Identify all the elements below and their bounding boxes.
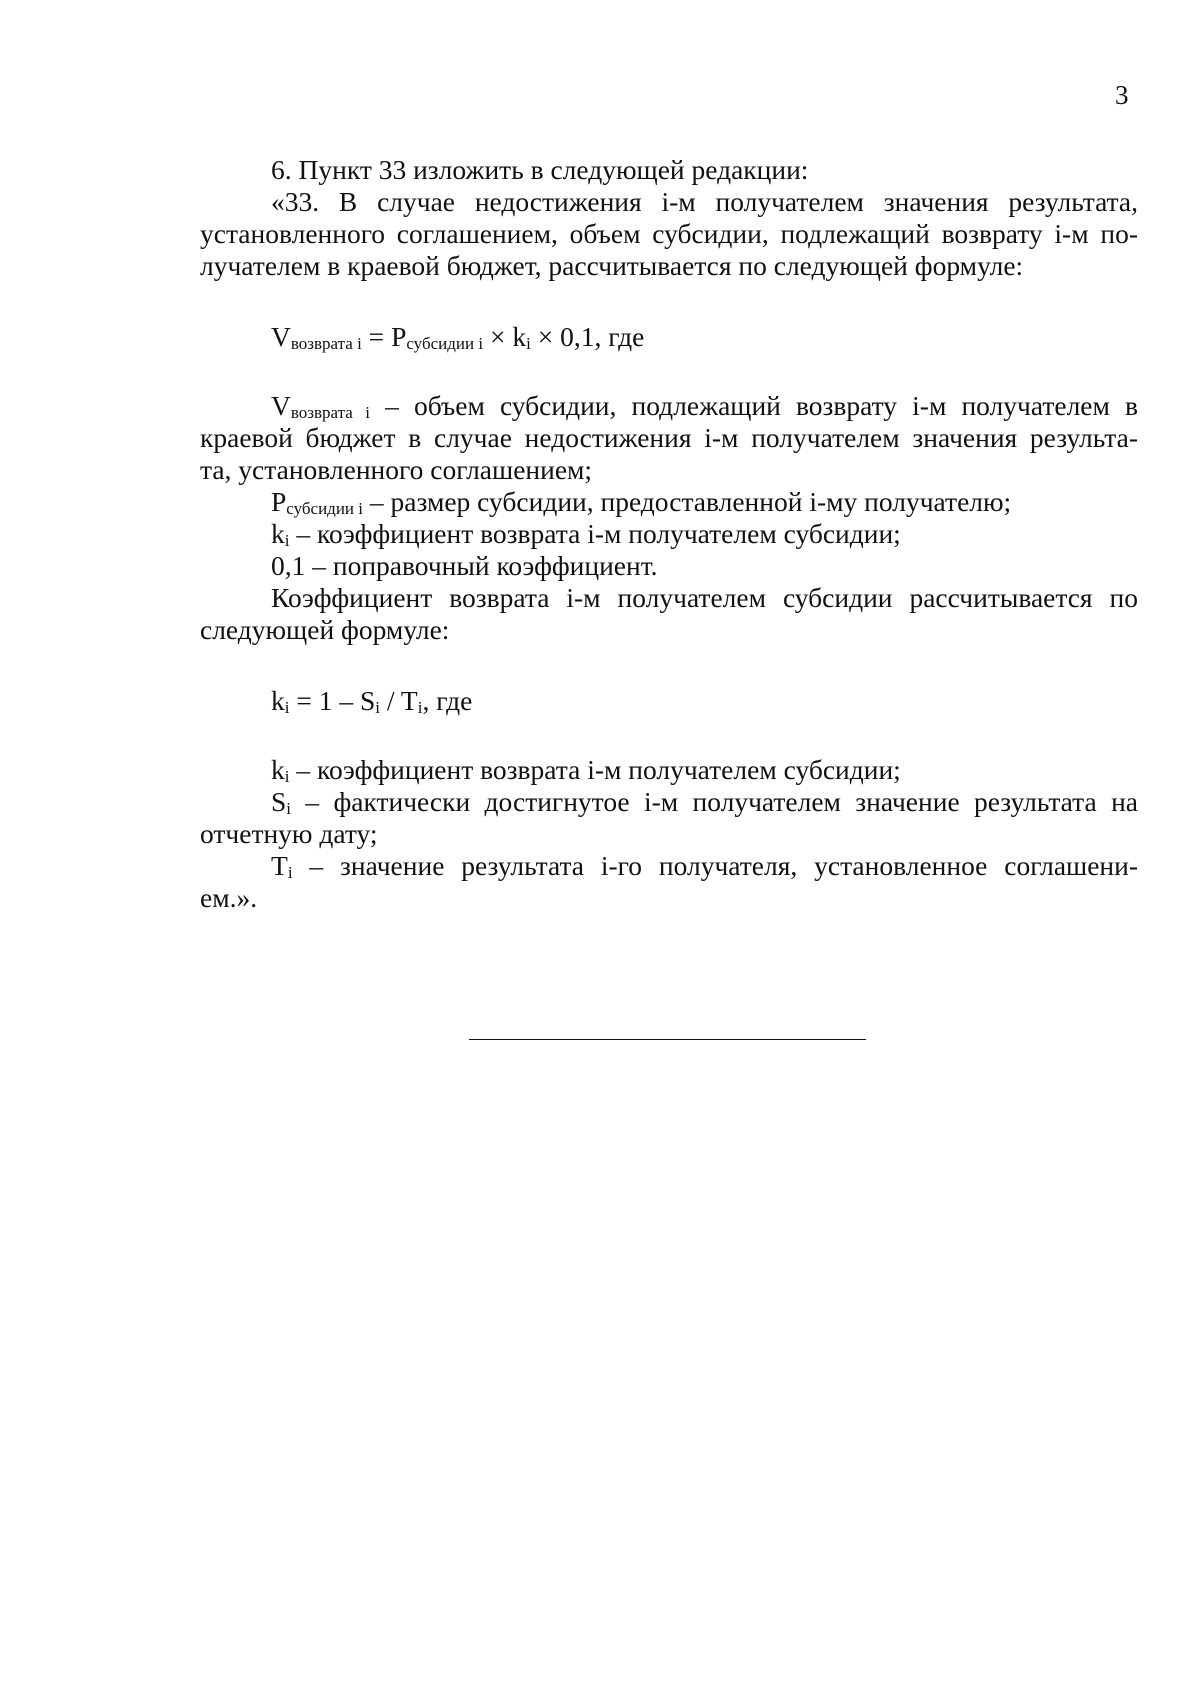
formula-subscript: i [284, 698, 290, 717]
formula-part: / T [380, 685, 418, 716]
line: установленного соглашением, объем субсидии, подлежащий возврату i-м по- [200, 218, 1138, 249]
paragraph-point-33 [200, 186, 1138, 282]
formula-return-volume [200, 321, 1138, 353]
line: ем.». [200, 882, 258, 913]
formula-subscript: i [417, 698, 423, 717]
definition-text: – объем субсидии, подлежащий возврату i-м получателем в [370, 390, 1138, 421]
definition-text: – значение результата i-го получателя, установленное соглашени- [292, 850, 1138, 881]
definition-symbol: T [271, 850, 288, 881]
formula-symbol: P [391, 321, 407, 352]
definition-symbol: V [271, 390, 291, 421]
definition-subscript: i [284, 767, 290, 786]
line: «33. В случае недостижения i-м получателем значения результата, [271, 186, 1138, 217]
definition-symbol: P [271, 486, 287, 517]
definition-subscript: субсидии i [286, 499, 364, 518]
formula-subscript: субсидии i [406, 334, 484, 353]
formula-operator: × [483, 321, 513, 352]
formula-part: = 1 – S [289, 685, 376, 716]
line: лучателем в краевой бюджет, рассчитывается по следующей формуле: [200, 250, 1024, 281]
coefficient-intro: Коэффициент возврата i-м получателем субсидии рассчитывается по [271, 582, 1138, 613]
definition-symbol: k [271, 518, 285, 549]
formula-subscript: i [526, 334, 531, 353]
formula-symbol: k [271, 685, 285, 716]
formula-symbol: k [512, 321, 527, 352]
definition-symbol: S [271, 786, 287, 817]
definition-t [200, 850, 1138, 882]
definition-k [200, 518, 1138, 550]
definition-text: – фактически достигнутое i-м получателем значение результата на [291, 786, 1138, 817]
definition-s [200, 786, 1138, 818]
paragraph-item-6: 6. Пункт 33 изложить в следующей редакции: [271, 154, 809, 185]
definition-symbol: k [271, 754, 285, 785]
closing-rule [469, 1039, 866, 1040]
definition-subscript: i [284, 531, 290, 550]
line: следующей формуле: [200, 614, 450, 645]
definition-p [200, 486, 1138, 518]
document-body [200, 154, 1138, 914]
page-number: 3 [1115, 80, 1129, 110]
formula-operator: = [361, 321, 392, 352]
formula-symbol: V [271, 321, 291, 352]
line: краевой бюджет в случае недостижения i-м получателем значения результа- [200, 422, 1138, 453]
formula-tail: × 0,1, где [530, 321, 645, 352]
definition-subscript: i [287, 863, 293, 882]
definition-subscript: i [286, 799, 292, 818]
definition-v [200, 390, 1138, 422]
definition-coefficient: 0,1 – поправочный коэффициент. [271, 550, 658, 581]
definition-text: – коэффициент возврата i-м получателем субсидии; [289, 754, 901, 785]
definition-text: – коэффициент возврата i-м получателем субсидии; [289, 518, 901, 549]
formula-subscript: i [375, 698, 381, 717]
formula-tail: , где [422, 685, 473, 716]
formula-subscript: возврата i [290, 334, 362, 353]
formula-coefficient [200, 685, 1138, 717]
definition-k [200, 754, 1138, 786]
line: отчетную дату; [200, 818, 378, 849]
line: та, установленного соглашением; [200, 454, 593, 485]
definitions-block-1 [200, 390, 1138, 646]
definition-text: – размер субсидии, предоставленной i-му получателю; [363, 486, 1012, 517]
definitions-block-2 [200, 754, 1138, 914]
definition-subscript: возврата i [290, 403, 371, 422]
